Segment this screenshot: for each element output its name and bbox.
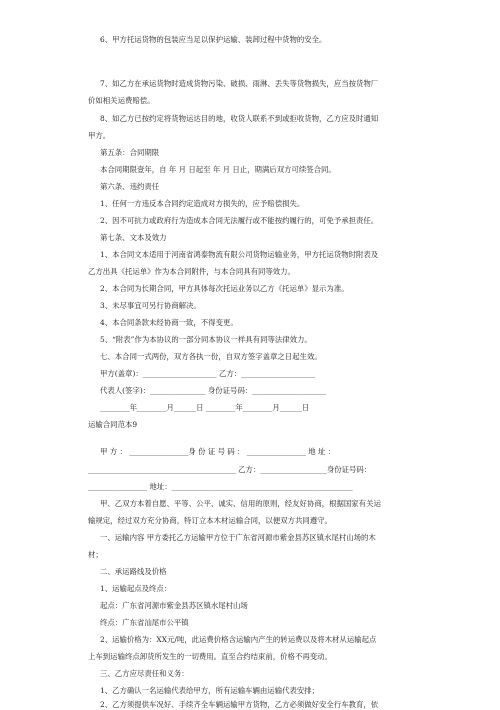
section-1-line-1: 一、运输内容 甲方委托乙方运输甲方位于广东省河源市紫金县苏区镇水尾村山场的木: [100, 533, 376, 542]
text-effect-line-6: 5、“附表”作为本协议的一部分同本协议一样具有同等法律效力。: [100, 335, 312, 344]
preamble-line-1: 甲、乙双方本着自愿、平等、公平、诚实、信用的原则，经友好协商，根据国家有关运: [100, 499, 381, 508]
text-effect-line-5: 4、本合同条款未经协商一致，不得变更。: [100, 318, 238, 327]
price-line-2: 上车到运输终点卸货所发生的一切费用。直至合约结束前，价格不再变动。: [88, 652, 332, 661]
clause-8-line-1: 8、如乙方已按约定将货物运达目的地，收货人联系不到或拒收货物，乙方应及时通知: [100, 114, 379, 123]
liability-line-2: 2、因不可抗力或政府行为造成本合同无法履行或不能按约履行的，可免予承担责任。: [100, 216, 379, 225]
liability-line-1: 1、任何一方违反本合同约定造成对方损失的，应予赔偿损失。: [100, 199, 305, 208]
preamble-line-2: 输规定，经过双方充分协商，特订立本木材运输合同，以便双方共同遵守。: [88, 516, 332, 525]
article-7-heading: 第七条、文本及效力: [100, 233, 167, 242]
article-6-heading: 第六条、违约责任: [100, 182, 160, 191]
section-2-heading: 二、承运路线及价格: [100, 567, 167, 576]
text-effect-line-3: 2、本合同为长期合同，甲方具体每次托运业务以乙方《托运单》显示为准。: [100, 284, 349, 293]
duty-line-1: 1、乙方确认一名运输代表给甲方，所有运输车辆由运输代表安排；: [100, 686, 320, 695]
copies-line: 七、本合同一式两份，双方各执一份，自双方签字盖章之日起生效。: [100, 352, 322, 361]
party-b-info-line: ________________________________________ 乙方：__________________身份证号码：: [88, 465, 372, 474]
text-effect-line-4: 3、未尽事宜可另行协商解决。: [100, 301, 201, 310]
price-line-1: 2、运输价格为：XX元/吨，此运费价格含运输内产生的转运费以及将木材从运输起点: [100, 635, 377, 644]
duty-line-2: 2、乙方须提供车况好、手续齐全车辆运输甲方货物，乙方必须做好安全行车教育，依: [100, 700, 379, 709]
clause-7-line-1: 7、如乙方在承运货物时造成货物污染、破损、雨淋、丢失等货物损失，应当按货物厂: [100, 79, 379, 88]
representative-line: 代表人(签字)：_______________ 身份证号码：____________________: [100, 386, 327, 395]
section-1-line-2: 材；: [88, 550, 103, 559]
start-point-line: 起点：广东省河源市紫金县苏区镇水尾村山场: [100, 601, 248, 610]
clause-6-line: 6、甲方托运货物的包装应当足以保护运输、装卸过程中货物的安全。: [100, 35, 327, 44]
address-line: ________________ 地址：_________________________________________________: [88, 482, 353, 491]
text-effect-line-1: 1、本合同文本适用于河南省鸿泰物流有限公司货物运输业务，甲方托运货物时附表及: [100, 250, 379, 259]
template-title: 运输合同范本9: [88, 420, 138, 429]
clause-8-line-2: 甲方。: [88, 131, 111, 140]
date-line: ________年________月______日 ________年________月______日: [100, 403, 310, 412]
end-point-line: 终点：广东省汕尾市公平镇: [100, 618, 189, 627]
contract-term-line: 本合同期限壹年，自 年 月 日起至 年 月 日止，期满后双方可续签合同。: [100, 165, 336, 174]
route-line: 1、运输起点及终点：: [100, 584, 172, 593]
section-3-heading: 三、乙方应尽责任和义务：: [100, 669, 189, 678]
clause-7-line-2: 价如相关运费赔偿。: [88, 96, 155, 105]
party-a-seal-line: 甲方(盖章)：____________________ 乙方：____________________: [100, 369, 316, 378]
party-a-info-line: 甲 方 ： ________________身 份 证 号 码 ： ________________ 地 址 ：: [100, 447, 336, 456]
article-5-heading: 第五条：合同期限: [100, 148, 160, 157]
text-effect-line-2: 乙方出具《托运单》作为本合同附件，与本合同具有同等效力。: [88, 267, 295, 276]
